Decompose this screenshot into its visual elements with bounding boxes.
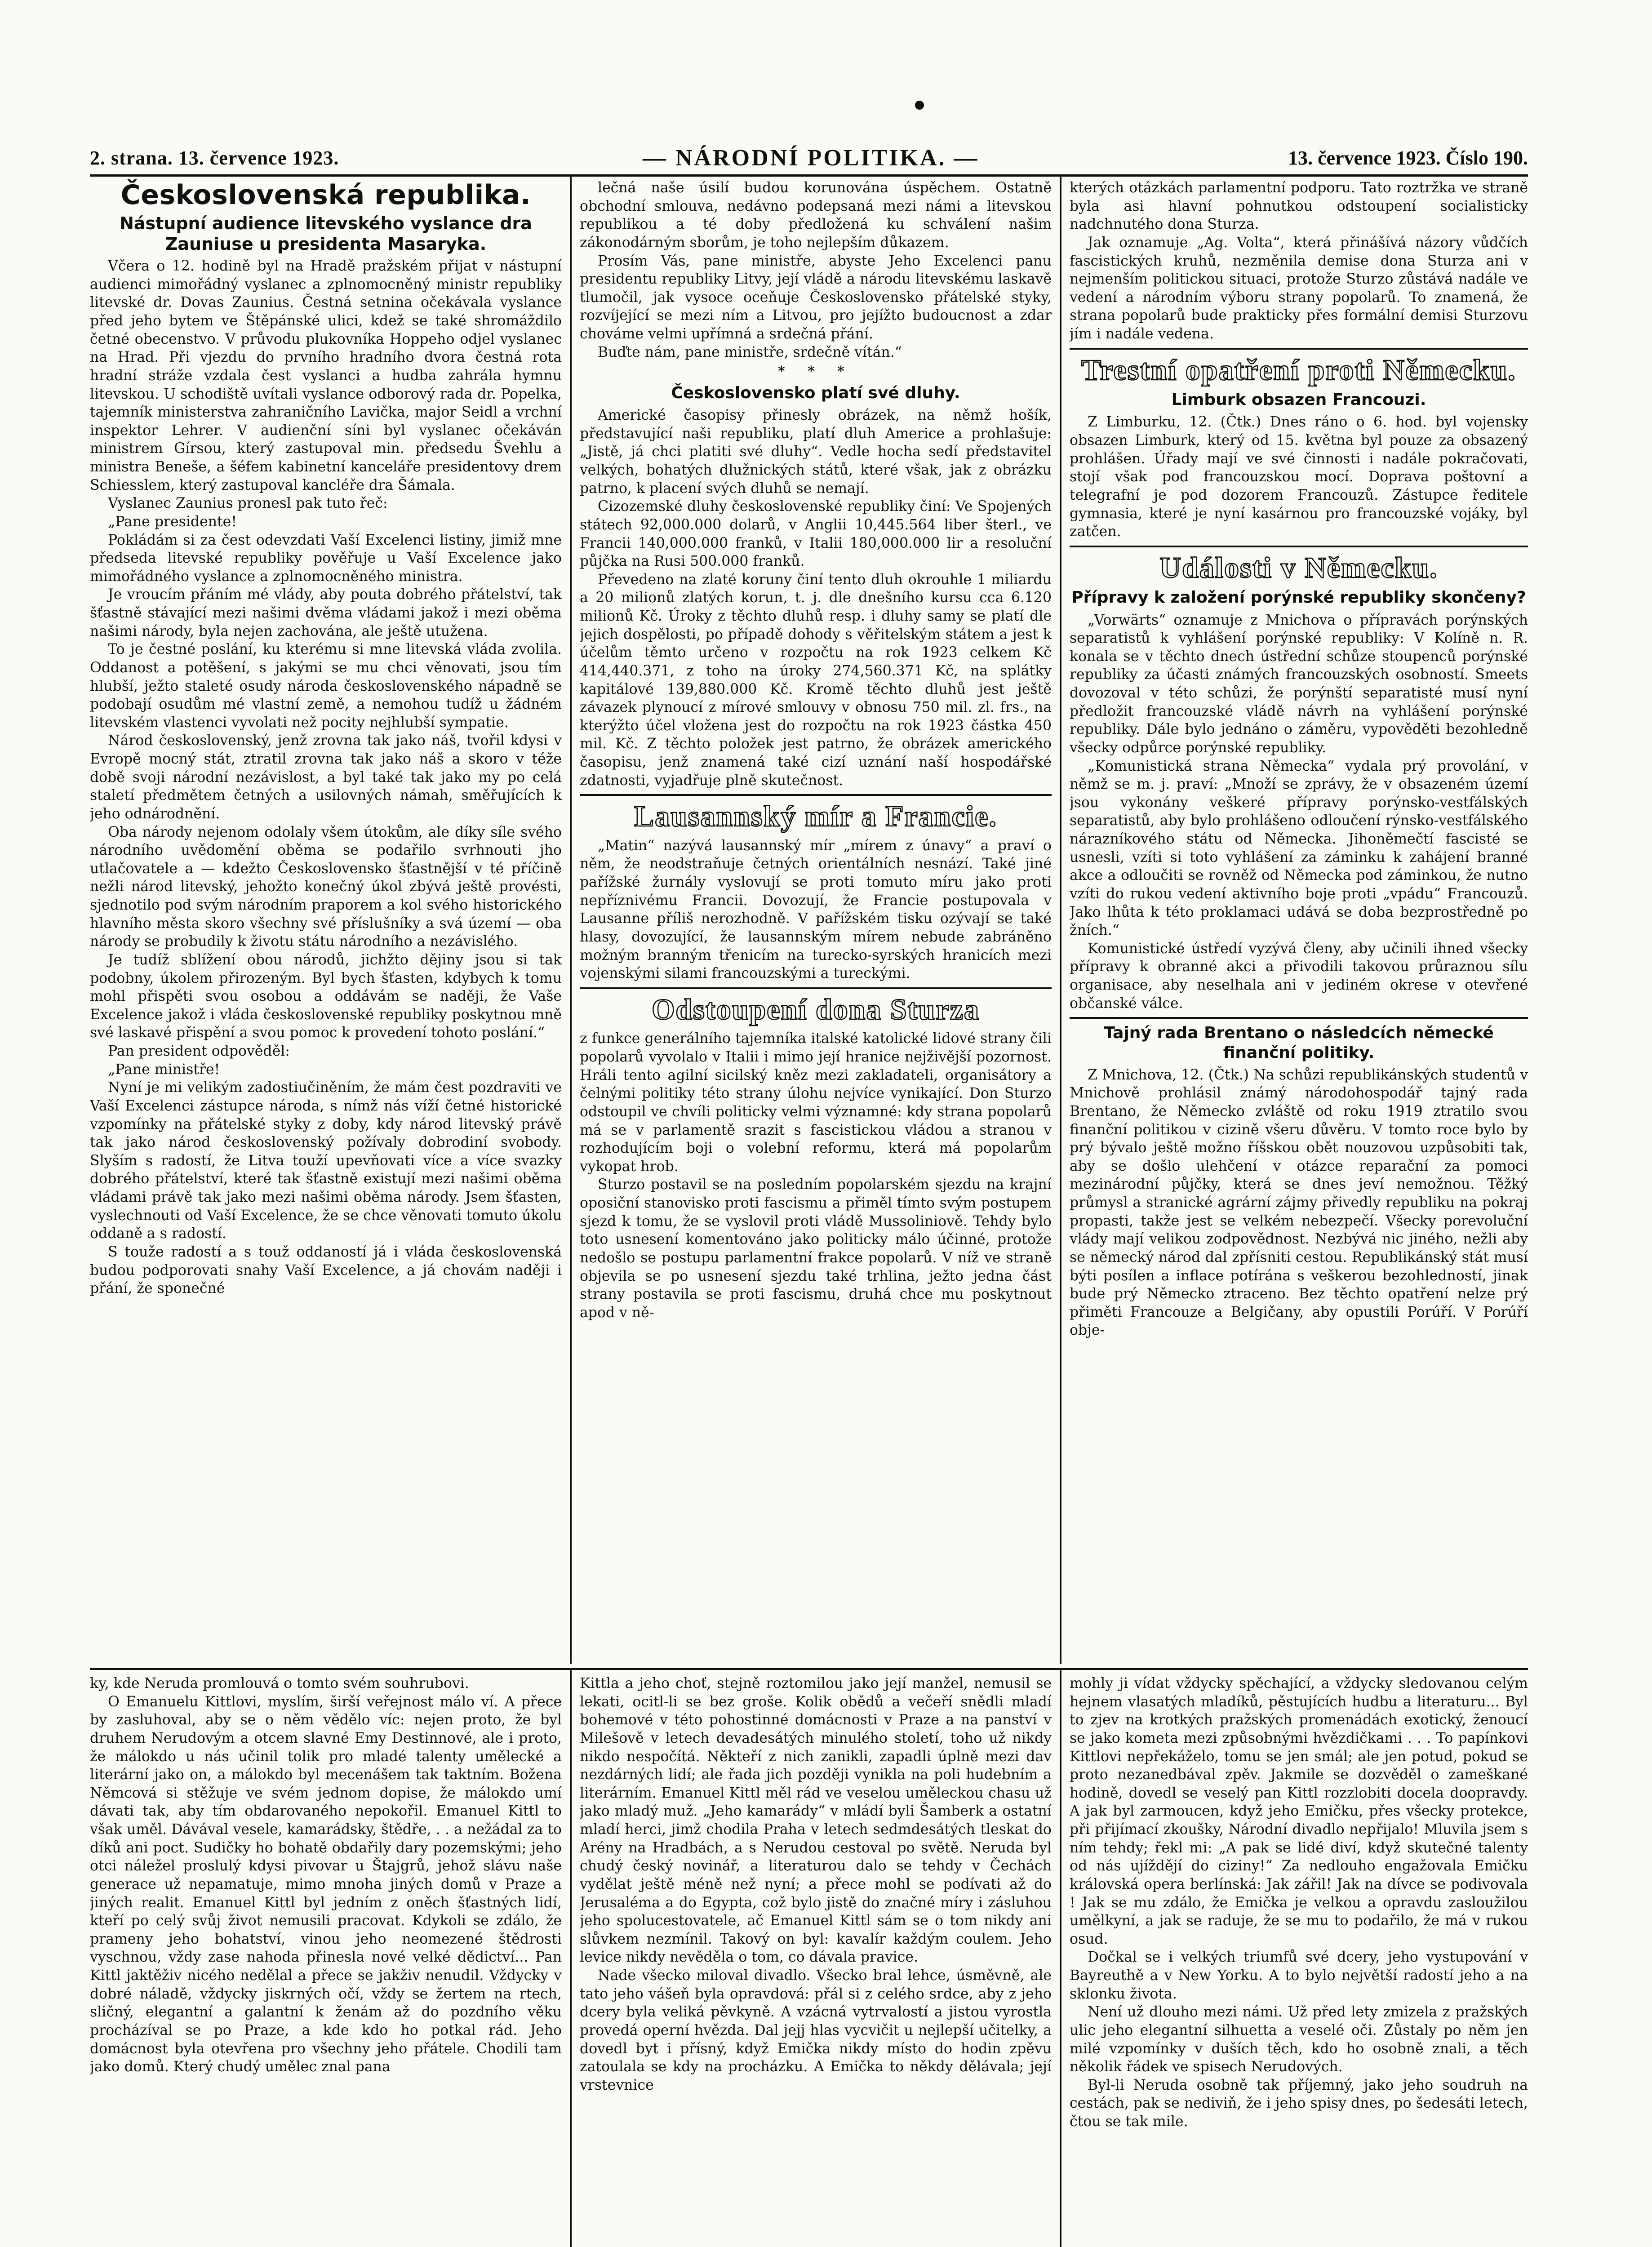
paragraph: Oba národy nejenom odolaly všem útokům, ale díky síle svého národního uvědomění oběma se podařilo svrhnouti jho utlačovatele a — kdežto Československo šťastnější v té příčině nežli národ litevský, jehožto konečný úkol zbývá ještě provésti, sjednotilo pod svým národním praporem a kol svého historického hlavního města skoro všechny své příslušníky a svá území — oba národy se probudily k životu státu národního a nezávislého. bbox=[90, 824, 562, 950]
header-left: 2. strana. 13. července 1923. bbox=[90, 147, 339, 169]
paragraph: O Emanuelu Kittlovi, myslím, širší veřejnost málo ví. A přece by zasluhoval, aby se o něm vědělo víc: nejen proto, že byl druhem Nerudovým a otcem slavné Emy Destinnové, ale i proto, že málokdo u nás učinil tolik pro mladé talenty umělecké a literární jako on, a málokdo byl mecenášem tak taktním. Božena Němcová si stěžuje ve svém jednom dopise, že málokdo umí dávati tak, aby tím obdarovaného nepokořil. Emanuel Kittl to však uměl. Dávával vesele, kamarádsky, štědře, . . a nežádal za to díků ani poct. Sudičky ho bohatě obdařily dary pozemskými; jeho otci náležel proslulý kdysi pivovar u Štajgrů, jehož slávu naše generace už nepamatuje, mimo mnoha jiných domů v Praze a jiných realit. Emanuel Kittl byl jedním z oněch šťastných lidí, kteří po celý svůj život nemusili pracovat. Kdykoli se zdálo, že prameny jeho bohatství, vinou jeho neomezené štědrosti vyschnou, vždy zase nahoda přinesla nové velké dědictví... Pan Kittl jaktěživ nicého nedělal a přece se jakživ nenudil. Vždycky v dobré náladě, vždycky jiskrných očí, vždy se žertem na rtech, sličný, elegantní a galantní k ženám až do pozdního věku procházíval se po Praze, a kde kdo ho potkal rád. Jeho domácnost byla otevřena pro všechny jeho přátele. Chodili tam jako domů. Který chudý umělec znal pana bbox=[90, 1693, 562, 2075]
headline-lausanne: Lausannský mír a Francie. bbox=[634, 800, 997, 833]
feuilleton-rule bbox=[90, 1668, 1528, 1670]
page-header bbox=[90, 143, 1528, 174]
paragraph: „Pane ministře! bbox=[108, 1061, 220, 1078]
headline-sturzo: Odstoupení dona Sturza bbox=[652, 993, 980, 1026]
paragraph: Komunistické ústředí vyzývá členy, aby učinili ihned všecky přípravy k obranné akci a přivodili takovou průraznou sílu organisace, aby neselhala ani v jediném okrese v otevřené občanské válce. bbox=[1070, 940, 1528, 1012]
page-margin bbox=[0, 0, 54, 2247]
masthead-title: — NÁRODNÍ POLITIKA. — bbox=[643, 145, 979, 171]
headline-debts: Československo platí své dluhy. bbox=[671, 383, 960, 402]
paragraph: kterých otázkách parlamentní podporu. Tato roztržka ve straně byla asi hlavní pohnutkou odstoupení socialisticky nadchnutého dona Sturza. bbox=[1070, 180, 1528, 233]
paragraph: Pokládám si za čest odevzdati Vaší Excelenci listiny, jimiž mne předseda litevské republiky pověřuje u Vaší Excelence jako mimořádného vyslance a zplnomocněného ministra. bbox=[90, 532, 562, 585]
paragraph: lečná naše úsilí budou korunována úspěchem. Ostatně obchodní smlouva, nedávno podepsaná mezi námi a litevskou republikou a té doby předložená ku schválení našim zákonodárným sborům, je toho nejlepším důkazem. bbox=[580, 180, 1052, 251]
paragraph: „Vorwärts“ oznamuje z Mnichova o přípravách porýnských separatistů k vyhlášení porýnské republiky: V Kolíně n. R. konala se v těchto dnech ústřední schůze stoupenců porýnské republiky za účasti známých francouzských osobností. Smeets dovozoval v této schůzi, že porýnští separatisté musí nyní předložit francouzské vládě návrh na vyhlášení porýnské republiky. Dále bylo jednáno o záměru, vypověděti bezohledně všecky odpůrce porýnské republiky. bbox=[1070, 612, 1528, 756]
paragraph: z funkce generálního tajemníka italské katolické lidové strany čili popolarů vyvolalo v Italii i mimo její hranice nejživější pozornost. Hráli tento agilní sicilský kněz mezi zakladateli, organisátory a čelnými politiky této strany úlohu nejvíce vynikající. Don Sturzo odstoupil ve chvíli politicky velmi významné: kdy strana popolarů má se v parlamentě srazit s fascistickou vládou a stranou v rozhodujícím boji o volební reformu, která má popolarům vykopat hrob. bbox=[580, 1030, 1052, 1175]
column-2 bbox=[580, 179, 1052, 1662]
paragraph: Byl-li Neruda osobně tak příjemný, jako jeho soudruh na cestách, pak se nediviň, že i jeho spisy dnes, po šedesáti letech, čtou se tak mile. bbox=[1070, 2077, 1528, 2130]
column-1 bbox=[90, 179, 562, 1662]
feuilleton-column-3 bbox=[1070, 1674, 1528, 2247]
paragraph: Prosím Vás, pane ministře, abyste Jeho Excelenci panu presidentu republiky Litvy, její vládě a národu litevskému laskavě tlumočil, jak vysoce oceňuje Československo přátelské styky, rozvíjející se mezi ním a Litvou, pro jejížto budoucnost a zdar chováme velmi upřímná a srdečná přání. bbox=[580, 253, 1052, 342]
section-divider bbox=[1070, 546, 1528, 547]
column-divider bbox=[570, 1670, 572, 2247]
headline-events-germany: Události v Německu. bbox=[1159, 551, 1438, 584]
headline-brentano: Tajný rada Brentano o následcích německé finanční politiky. bbox=[1104, 1024, 1494, 1062]
paragraph: Jak oznamuje „Ag. Volta“, která přinášívá názory vůdčích fascistických kruhů, nezměnila demise dona Sturza ani v nejmenším politickou situaci, protože Sturzo zůstává nadále ve vedení a národním výboru strany popolarů. To znamená, že strana popolarů bude prakticky přes formální demisi Sturzovu jím i nadále vedena. bbox=[1070, 234, 1528, 342]
column-divider bbox=[1060, 1670, 1061, 2247]
column-divider bbox=[1060, 176, 1061, 1664]
paragraph: Kittla a jeho choť, stejně roztomilou jako její manžel, nemusil se lekati, ocitl-li se bez groše. Kolik obědů a večeří snědli mladí bohemové v této pohostinné domácnosti v Praze a na panství v Milešově v letech devadesátých minulého století, toho už nikdy nikdo nespočítá. Někteří z nich zanikli, zapadli úplně mezi dav nezdárných lidí; ale řada jich později vynikla na poli hudebním a literárním. Emanuel Kittl měl rád ve veselou uměleckou chasu už jako mladý muž. „Jeho kamarády“ v mládí byli Šamberk a ostatní mladí herci, jimž chodila Praha v letech sedmdesátých tleskat do Arény na Hradbách, a s Nerudou cestoval po světě. Neruda byl chudý český novinář, a literaturou dalo se tehdy v Čechách vydělat ještě méně než nyní; a přece mohl se podívati až do Jerusaléma a do Egypta, což bylo jistě do značné míry i zásluhou jeho spolucestovatele, ač Emanuel Kittl sám se o tom nikdy ani slůvkem nezmínil. Takový on byl: kavalír každým coulem. Jeho levice nikdy nevěděla o tom, co dávala pravice. bbox=[580, 1675, 1052, 1966]
paragraph: Nyní je mi velikým zadostiučiněním, že mám čest pozdraviti ve Vaší Excelenci zástupce národa, s nímž nás víží četné historické vzpomínky na přátelské styky z doby, kdy národ litevský právě tak jako národ československý požívaly dobrodiní svobody. Slyším s radostí, že Litva touží upevňovati více a více svazky dobrého přátelství, které tak šťastně existují mezi našimi oběma vládami právě tak jako mezi našimi oběma národy. Jsem šťasten, vyslechnouti od Vaší Excelence, že se chce věnovati tomuto úkolu oddaně a s radostí. bbox=[90, 1079, 562, 1242]
punch-dot bbox=[915, 101, 924, 110]
paragraph: Není už dlouho mezi námi. Už před lety zmizela z pražských ulic jeho elegantní silhuetta a veselé oči. Zůstaly po něm jen milé vzpomínky v duších těch, kdo ho osobně znali, a těch několik řádek ve spisech Nerudových. bbox=[1070, 2004, 1528, 2075]
paragraph: Cizozemské dluhy československé republiky činí: Ve Spojených státech 92,000.000 dolarů, v Anglii 10,445.564 liber šterl., ve Francii 140,000.000 franků, v Italii 180,000.000 lir a resoluční půjčka na Rusi 500.000 franků. bbox=[580, 498, 1052, 570]
paragraph: ky, kde Neruda promlouvá o tomto svém souhrubovi. bbox=[90, 1675, 469, 1692]
paragraph: „Komunistická strana Německa“ vydala prý provolání, v němž se m. j. praví: „Množí se zprávy, že v obsazeném území jsou vykonány veškeré přípravy porýnsko-vestfálských separatistů, aby bylo prohlášeno odloučení rýnsko-vestfálského nárazníkového státu od Německa. Jihoněmečtí fascisté se usnesli, vzíti si toto vyhlášení za záminku k zahájení branné akce a odloučiti se rovněž od Německa pod záminkou, že nutno vzíti do rukou vedení aktivního boje proti „vpádu“ Francouzů. Jako lhůta k této proklamaci udává se doba bezprostředně po žních.“ bbox=[1070, 758, 1528, 939]
paragraph: To je čestné poslání, ku kterému si mne litevská vláda zvolila. Oddanost a potěšení, s jakými se mu chci věnovati, jsou tím hlubší, ježto staleté osudy národa československého nápadně se podobají osudům mé vlastní země, a nemohou tudíž u žádném litevském vlastenci vyvolati než pocity nejhlubší sympatie. bbox=[90, 641, 562, 731]
paragraph: Nade všecko miloval divadlo. Všecko bral lehce, úsměvně, ale tato jeho vášeň byla opravdová: přál si z celého srdce, aby z jeho dcery byla veliká pěvkyně. A vzácná vytrvalostí a jistou vyrostla provedá operní hvězda. Dal jejj hlas vycvičit u nejlepší učitelky, a dovedl byt i přísný, když Emička nikdy místo do hodin zpěvu zatoulala se kdy na procházku. A Emička to někdy dělávala; její vrstevnice bbox=[580, 1967, 1052, 2093]
paragraph: Národ československý, jenž zrovna tak jako náš, tvořil kdysi v Evropě mocný stát, ztratil zrovna tak jako náš a skoro v téže době svoji národní nezávislost, a byl také tak jako my po celá staletí předmětem četných a usilovných námah, směřujících k jeho odnárodnění. bbox=[90, 733, 562, 822]
header-right: 13. července 1923. Číslo 190. bbox=[1288, 147, 1528, 169]
section-stars: * * * bbox=[778, 364, 853, 380]
paragraph: Je vroucím přáním mé vlády, aby pouta dobrého přátelství, tak šťastně stávající mezi našimi dvěma vládami jakož i mezi oběma našimi národy, byla nejen zachována, ale ještě utužena. bbox=[90, 586, 562, 639]
headline-germany-measures: Trestní opatření proti Německu. bbox=[1081, 353, 1516, 386]
paragraph: Včera o 12. hodině byl na Hradě pražském přijat v nástupní audienci mimořádný vyslanec a zplnomocněný ministr republiky litevské dr. Dovas Zaunius. Čestná setnina očekávala vyslance před jeho bytem ve Štěpánské ulici, kdež se také shromáždilo četné obecenstvo. V průvodu plukovníka Hoppeho odjel vyslanec na Hrad. Při vjezdu do prvního hradního dvora čestná rota hradní stráže vzdala čest vyslanci a hudba zahrála hymnu litevskou. U schodiště uvítali vyslance odborový rada dr. Popelka, tajemník ministerstva zahraničního Lavička, major Seidl a vrchní inspektor Lehrer. V audienční síni byl vyslanec očekáván ministrem Gírsou, který zastupoval min. předsedu Švehlu a ministra Beneše, a šéfem kabinetní kanceláře presidentovy drem Schiesslem, který zastupoval kancléře dra Šámala. bbox=[90, 258, 562, 493]
column-divider bbox=[570, 176, 572, 1664]
paragraph: Americké časopisy přinesly obrázek, na němž hošík, představující naši republiku, platí dluh Americe a prohlašuje: „Jistě, já chci platiti své dluhy“. Vedle hocha sedí představitel velkých, bohatých dlužnických států, které však, jak z obrázku patrno, k placení svých dluhů se nemají. bbox=[580, 407, 1052, 497]
feuilleton-column-2 bbox=[580, 1674, 1052, 2247]
section-divider bbox=[580, 794, 1052, 796]
paragraph: „Matin“ nazývá lausannský mír „mírem z únavy“ a praví o něm, že neodstraňuje četných orientálních nesnází. Také jiné pařížské žurnály vyslovují se proti tomuto míru jako proti nepříznivému Francii. Dovozují, že Francie postupovala v Lausanne příliš nerozhodně. V pařížském tisku ozývají se také hlasy, dovozující, že lausannským mírem nebude zabráněno možným branným třenicím na turecko-syrských hranicích mezi vojenskými silami francouzskými a tureckými. bbox=[580, 837, 1052, 982]
paragraph: Sturzo postavil se na posledním popolarském sjezdu na krajní oposiční stanovisko proti fascismu a přiměl tímto svým postupem sjezd k tomu, že se vyslovil proti vládě Mussoliniově. Tehdy bylo toto usnesení komentováno jako politicky málo účinné, protože nedošlo se postupu parlamentní frakce popolarů. V níž ve straně objevila se po usnesení sjezdu také trhlina, ježto jedna část strany postavila se proti fascismu, druhá chce mu poskytnout apod v ně- bbox=[580, 1177, 1052, 1321]
headline-czechoslovakia: Československá republika. bbox=[120, 179, 531, 211]
feuilleton-column-1 bbox=[90, 1674, 562, 2247]
paragraph: Je tudíž sblížení obou národů, jichžto dějiny jsou si tak podobny, úkolem přirozeným. Byl bych šťasten, kdybych k tomu mohl přispěti svou osobou a oddávám se naději, že Vaše Excelence jakož i vláda československé republiky poskytnou mně své laskavé přispění a svou pomoc k provedení tohoto poslání.“ bbox=[90, 951, 562, 1041]
subheadline-limburg: Limburk obsazen Francouzi. bbox=[1171, 391, 1426, 409]
header-rule bbox=[90, 174, 1528, 177]
subheadline-rhine-republic: Přípravy k založení porýnské republiky skončeny? bbox=[1071, 588, 1526, 607]
section-divider bbox=[1070, 348, 1528, 350]
section-divider bbox=[580, 987, 1052, 989]
paragraph: Pan president odpověděl: bbox=[108, 1043, 290, 1060]
paragraph: mohly ji vídat vždycky spěchající, a vždycky sledovanou celým hejnem vlasatých mladíků, pěstujících hudbu a literaturu... Byl to zjev na krotkých pražských promenádách exotický, ženoucí se jako kometa mezi způsobnými hvězdičkami . . . To papínkovi Kittlovi nepřekáželo, tomu se jen smál; ale jen potud, pokud se proto nezanedbával zpěv. Jakmile se dozvěděl o zameškané hodině, dovedl se veselý pan Kittl rozzlobiti docela doopravdy. A jak byl zarmoucen, když jeho Emičku, přes všecky protekce, při přijímací zkoušky, Národní divadlo nepřijalo! Mluvila jsem s ním tehdy; řekl mi: „A pak se lidé diví, když skutečné talenty od nás ujíždějí do ciziny!“ Za nedlouho engažovala Emičku královská opera berlínská: Jak zářil! Jak na dívce se podivovala ! Jak se mu zdálo, že Emička je velkou a opravdu zasloužilou umělkyní, a jak se raduje, že se mu to podařilo, že má v rukou osud. bbox=[1070, 1675, 1528, 1947]
column-3 bbox=[1070, 179, 1528, 1662]
paragraph: Vyslanec Zaunius pronesl pak tuto řeč: bbox=[108, 495, 388, 512]
paragraph: Převedeno na zlaté koruny činí tento dluh okrouhle 1 miliardu a 20 milionů zlatých korun, t. j. dle dnešního kursu cca 6.120 milionů Kč. Úroky z těchto dluhů resp. i dluhy samy se platí dle jejich dospělosti, po případě dohody s věřitelským státem a jest k účelům těmto určeno v rozpočtu na rok 1923 celkem Kč 414,440.371, z toho na úroky 274,560.371 Kč, na splátky kapitálové 139,880.000 Kč. Kromě těchto dluhů jest ještě závazek plynoucí z mírové smlouvy v obnosu 750 mil. zl. frs., na kterýžto účel vložena jest do rozpočtu na rok 1923 částka 450 mil. Kč. Z těchto položek jest patrno, že obrázek amerického časopisu, jenž znamená také cizí uznání naší hospodářské zdatnosti, vyjadřuje plně skutečnost. bbox=[580, 571, 1052, 789]
paragraph: Z Mnichova, 12. (Čtk.) Na schůzi republikánských studentů v Mnichově prohlásil známý národohospodář tajný rada Brentano, že Německo zvláště od roku 1919 ztratilo svou finanční politikou v cizině všeru důvěru. V tomto roce bylo by prý bývalo ještě možno říšskou obět nouzovou uzpůsobiti tak, aby se došlo ulehčení v otázce reparační za pomoci mezinárodní půjčky, která se dnes jeví nemožnou. Těžký průmysl a stranické agrární zájmy přivedly republiku na pokraj propasti, takže jest se velkém nebezpečí. Všecky porevoluční vlády mají velikou zodpovědnost. Nezbývá nic jiného, nežli aby se německý národ dal zpřísniti cestou. Republikánský stát musí býti posílen a inflace potírána s veškerou bezohledností, jinak bude prý Německo ztraceno. Bez těchto opatření nelze prý přiměti Francouze a Belgičany, aby opustili Porúří. V Porúří obje- bbox=[1070, 1066, 1528, 1339]
paragraph: Z Limburku, 12. (Čtk.) Dnes ráno o 6. hod. byl vojensky obsazen Limburk, který od 15. května byl pouze za obsazený prohlášen. Úřady mají ve své činnosti i nadále pokračovati, stojí však pod francouzskou mocí. Doprava poštovní a telegrafní je pod dozorem Francouzů. Zástupce ředitele gymnasia, které je nyní kasárnou pro francouzské vojáky, byl zatčen. bbox=[1070, 414, 1528, 540]
subheadline-audience: Nástupní audience litevského vyslance dra Zauniuse u presidenta Masaryka. bbox=[120, 213, 532, 254]
paragraph: S touže radostí a s touž oddaností já i vláda československá budou podporovati snahy Vaší Excelence, a já chovám naději i přání, že sponečné bbox=[90, 1243, 562, 1297]
paragraph: Dočkal se i velkých triumfů své dcery, jeho vystupování v Bayreuthě a v New Yorku. A to bylo největší radostí jeho a na sklonku života. bbox=[1070, 1949, 1528, 2002]
paragraph: „Pane presidente! bbox=[108, 513, 237, 530]
paragraph: Buďte nám, pane ministře, srdečně vítán.“ bbox=[598, 344, 902, 360]
section-divider bbox=[1070, 1017, 1528, 1019]
